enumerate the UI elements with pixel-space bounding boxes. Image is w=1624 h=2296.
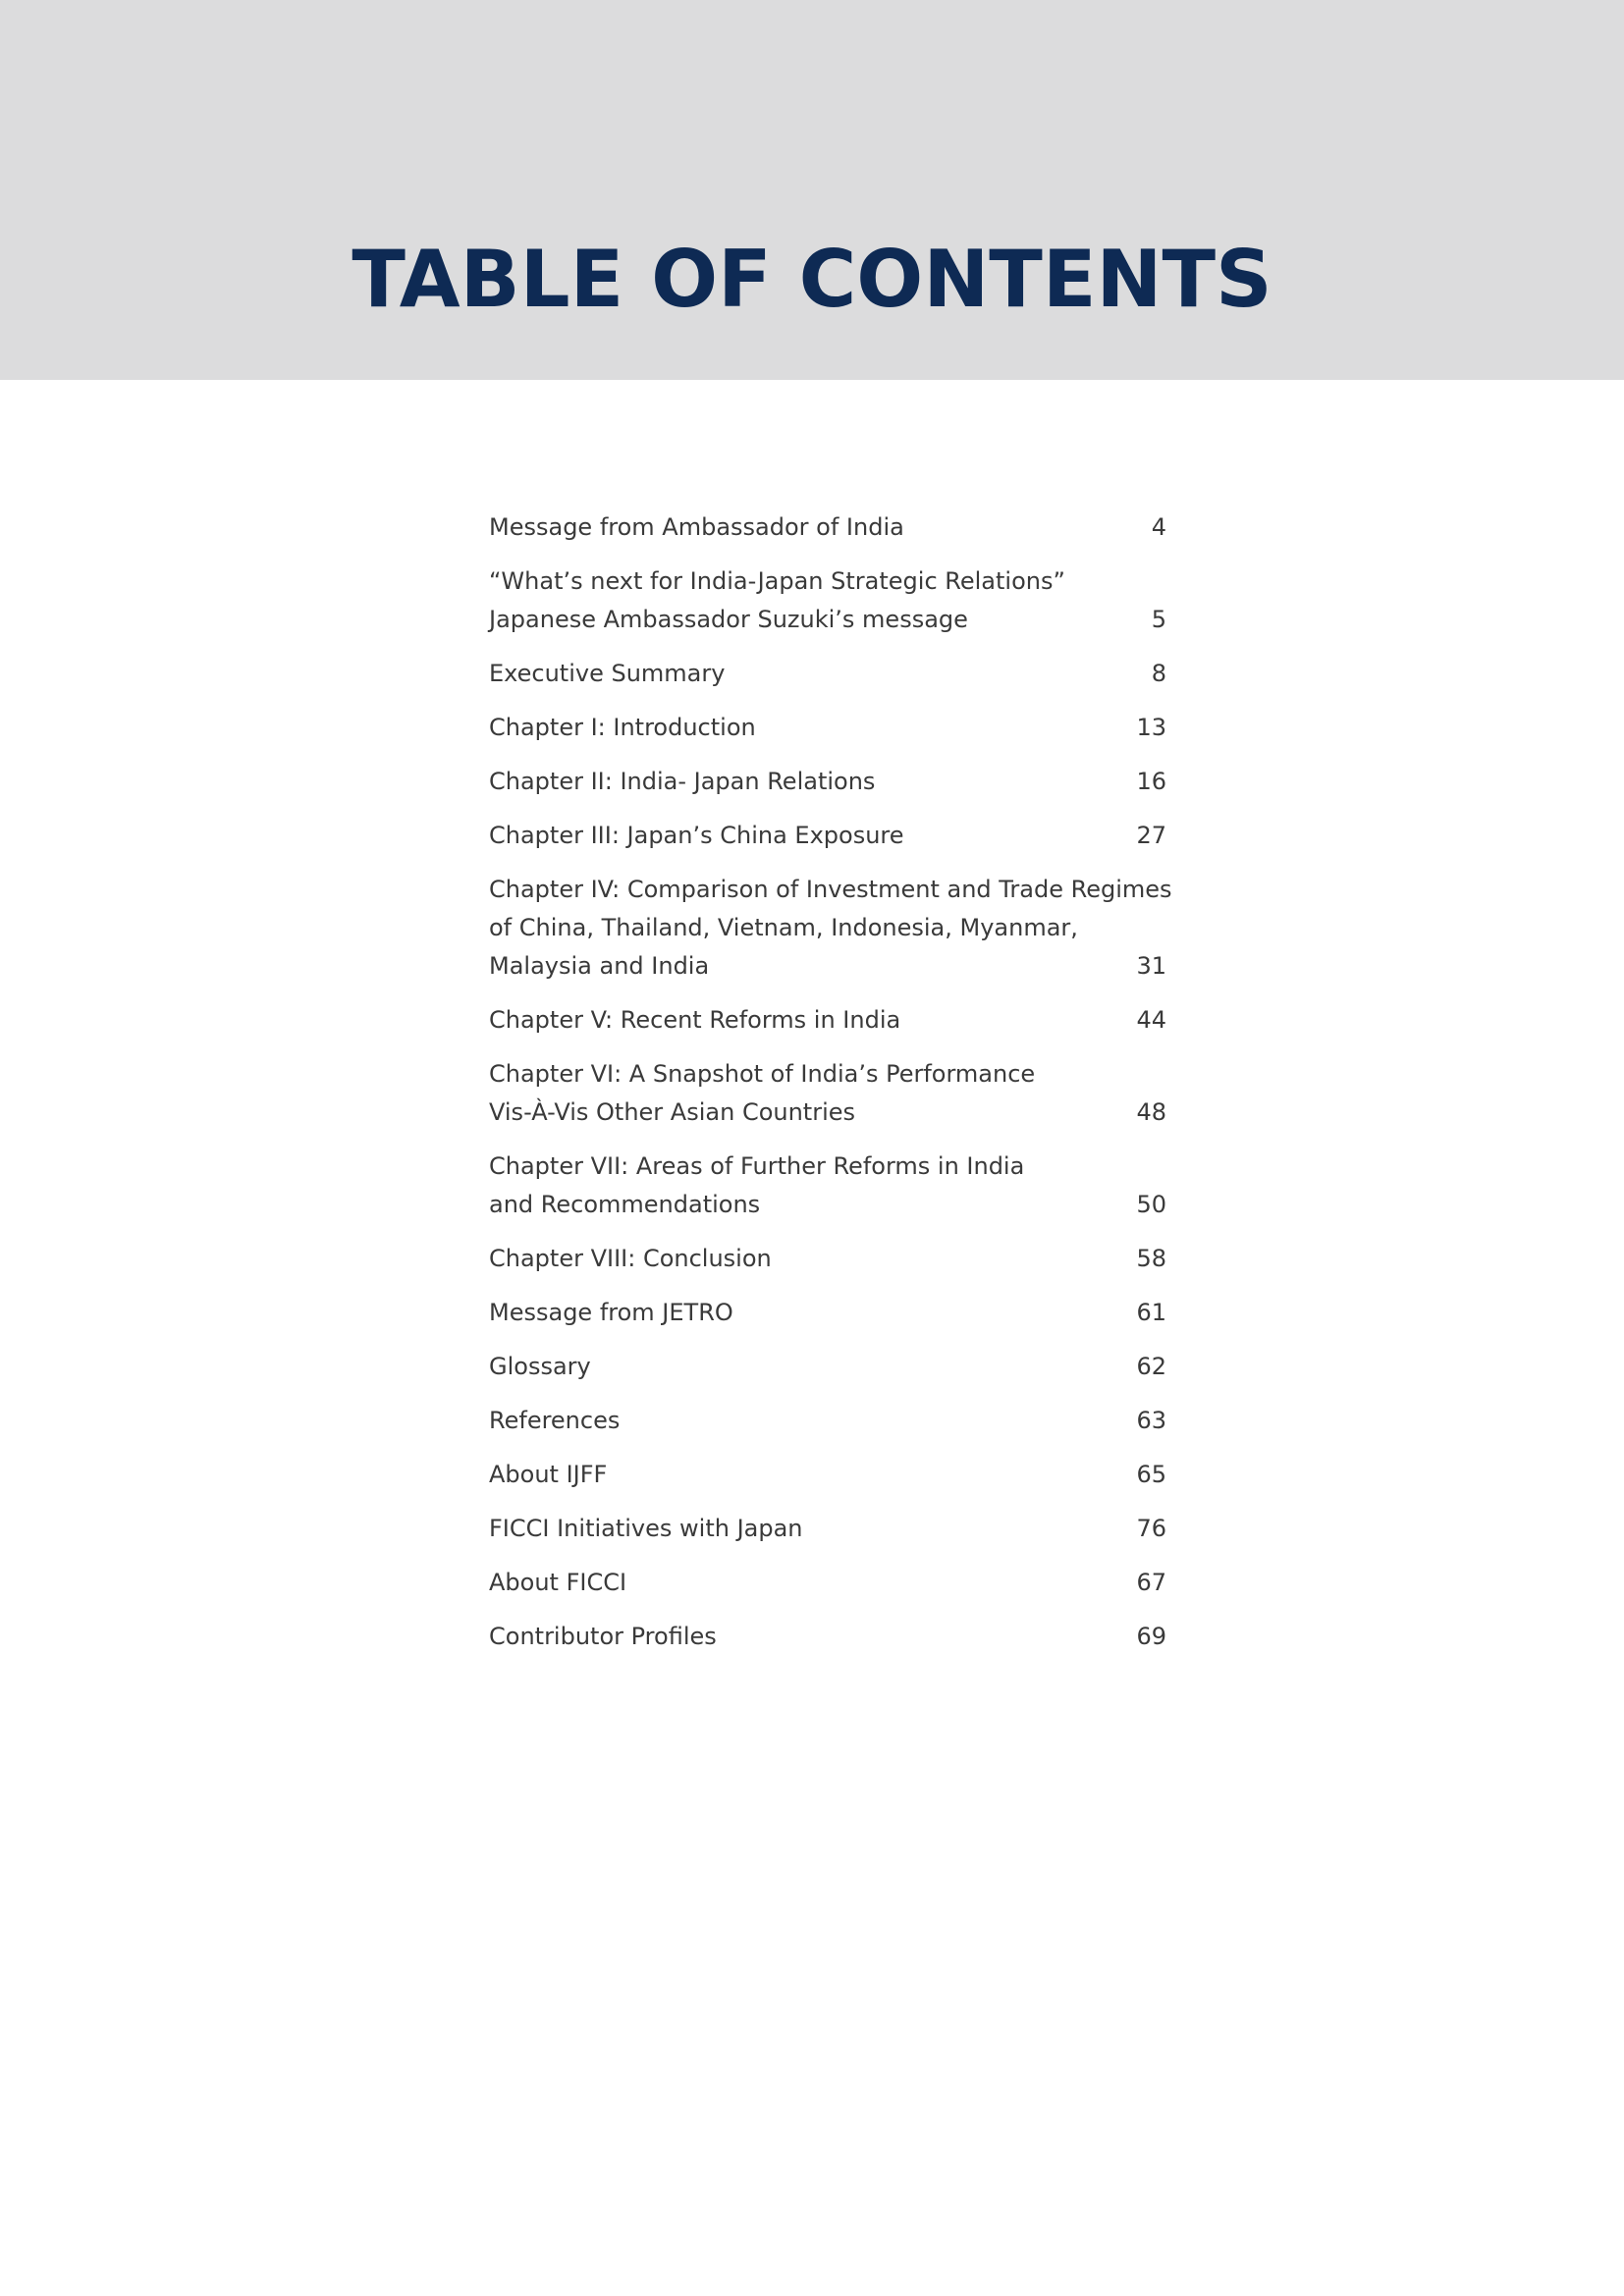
toc-entry-page-number: 27	[1136, 822, 1166, 849]
toc-entry-title	[489, 508, 1117, 547]
toc-entry[interactable]	[489, 1001, 1166, 1040]
toc-entry-title-line: FICCI Initiatives with Japan	[489, 1515, 803, 1542]
toc-entry-title	[489, 1240, 1117, 1278]
toc-entry-title	[489, 1402, 1117, 1440]
toc-entry[interactable]	[489, 1055, 1166, 1132]
toc-entry-page-number: 13	[1136, 714, 1166, 741]
toc-entry-page-number: 44	[1136, 1006, 1166, 1034]
toc-entry[interactable]	[489, 817, 1166, 855]
toc-entry-title	[489, 1294, 1117, 1332]
toc-entry-title	[489, 817, 1117, 855]
toc-entry-page-number: 65	[1136, 1461, 1166, 1488]
toc-entry-title-line: Chapter VI: A Snapshot of India’s Performance	[489, 1060, 1036, 1088]
toc-entry-title	[489, 1456, 1117, 1494]
toc-entry[interactable]	[489, 763, 1166, 801]
toc-entry-title-line: Chapter I: Introduction	[489, 714, 756, 741]
toc-entry-title	[489, 1055, 1117, 1132]
toc-entry-title	[489, 1001, 1117, 1040]
toc-entry-title	[489, 1348, 1117, 1386]
toc-entry[interactable]	[489, 508, 1166, 547]
toc-entry[interactable]	[489, 1148, 1166, 1224]
toc-entry-title-line: “What’s next for India-Japan Strategic Relations”	[489, 567, 1065, 595]
toc-entry-title-line: and Recommendations	[489, 1191, 761, 1218]
toc-entry-title-line: Glossary	[489, 1353, 591, 1380]
toc-entry-page-number: 5	[1151, 606, 1166, 633]
toc-entry-title-line: References	[489, 1407, 621, 1434]
toc-entry-title-line: of China, Thailand, Vietnam, Indonesia, Myanmar,	[489, 914, 1078, 941]
toc-entry-page-number: 69	[1136, 1623, 1166, 1650]
page-title: TABLE OF CONTENTS	[352, 234, 1272, 325]
toc-entry-title-line: Executive Summary	[489, 660, 726, 687]
toc-entry[interactable]	[489, 655, 1166, 693]
toc-entry[interactable]	[489, 1348, 1166, 1386]
toc-entry-page-number: 50	[1136, 1191, 1166, 1218]
toc-entry-title-line: Vis-À-Vis Other Asian Countries	[489, 1098, 856, 1126]
toc-entry-title	[489, 1564, 1117, 1602]
toc-entry[interactable]	[489, 1240, 1166, 1278]
toc-entry[interactable]	[489, 1510, 1166, 1548]
toc-entry-title-line: Malaysia and India	[489, 952, 710, 980]
toc-entry-title-line: Message from JETRO	[489, 1299, 733, 1326]
toc-entry[interactable]	[489, 562, 1166, 639]
toc-entry-page-number: 4	[1151, 513, 1166, 541]
toc-entry-title-line: Chapter II: India- Japan Relations	[489, 768, 876, 795]
toc-entry-title	[489, 709, 1117, 747]
toc-entry-title	[489, 1510, 1117, 1548]
toc-entry-page-number: 48	[1136, 1098, 1166, 1126]
toc-entry[interactable]	[489, 1456, 1166, 1494]
toc-entry-page-number: 63	[1136, 1407, 1166, 1434]
toc-entry-title-line: Chapter VIII: Conclusion	[489, 1245, 772, 1272]
toc-entry-page-number: 31	[1136, 952, 1166, 980]
toc-entry[interactable]	[489, 1402, 1166, 1440]
toc-entry-page-number: 61	[1136, 1299, 1166, 1326]
toc-entry[interactable]	[489, 1618, 1166, 1656]
toc-entry-title-line: Japanese Ambassador Suzuki’s message	[489, 606, 968, 633]
toc-entry-title-line: Chapter IV: Comparison of Investment and Trade Regimes	[489, 876, 1172, 903]
toc-entry-title	[489, 1618, 1117, 1656]
toc-entry-page-number: 76	[1136, 1515, 1166, 1542]
toc-entry-title-line: About IJFF	[489, 1461, 608, 1488]
toc-entry-title-line: Chapter III: Japan’s China Exposure	[489, 822, 904, 849]
toc-entry-page-number: 8	[1151, 660, 1166, 687]
toc-entry-page-number: 58	[1136, 1245, 1166, 1272]
toc-entry-page-number: 16	[1136, 768, 1166, 795]
toc-entry-page-number: 67	[1136, 1569, 1166, 1596]
toc-entry-title-line: Chapter V: Recent Reforms in India	[489, 1006, 901, 1034]
toc-entry[interactable]	[489, 1564, 1166, 1602]
toc-entry-title	[489, 655, 1117, 693]
toc-entry-title-line: Message from Ambassador of India	[489, 513, 904, 541]
table-of-contents	[489, 508, 1172, 1672]
toc-entry-title-line: About FICCI	[489, 1569, 627, 1596]
toc-entry-title	[489, 1148, 1117, 1224]
toc-entry[interactable]	[489, 1294, 1166, 1332]
toc-entry-page-number: 62	[1136, 1353, 1166, 1380]
toc-entry[interactable]	[489, 871, 1172, 986]
toc-entry-title-line: Contributor Profiles	[489, 1623, 717, 1650]
toc-entry-title-line: Chapter VII: Areas of Further Reforms in India	[489, 1152, 1025, 1180]
toc-entry[interactable]	[489, 709, 1166, 747]
toc-entry-title	[489, 562, 1117, 639]
toc-entry-title	[489, 763, 1117, 801]
